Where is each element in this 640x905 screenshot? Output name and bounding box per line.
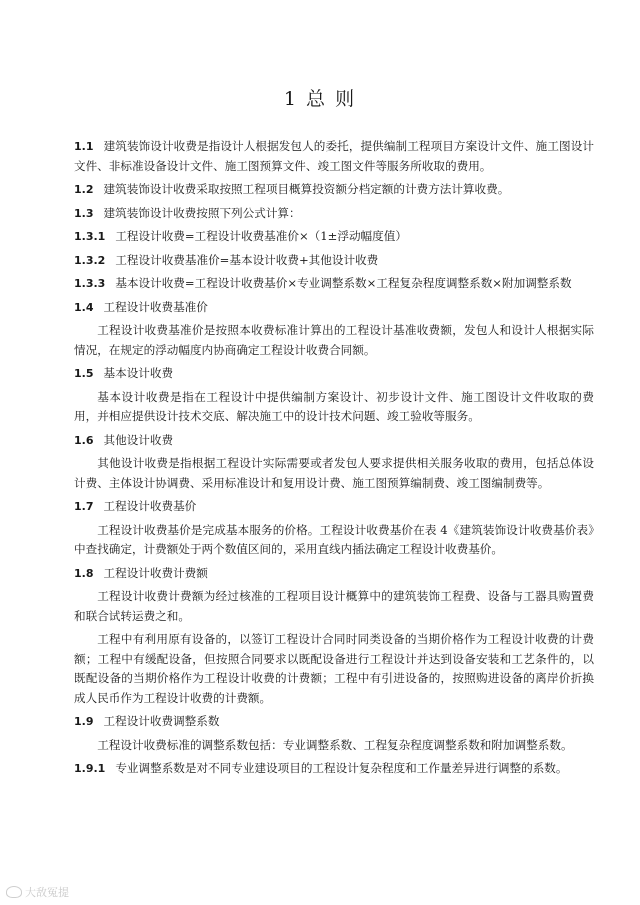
clause-1-7-body: 工程设计收费基价是完成基本服务的价格。工程设计收费基价在表 4《建筑装饰设计收费基价表》中查找确定，计费额处于两个数值区间的，采用直线内插法确定工程设计收费基价。: [74, 522, 594, 556]
clause-text: 专业调整系数是对不同专业建设项目的工程设计复杂程度和工作量差异进行调整的系数。: [115, 761, 568, 775]
clause-number: 1.3.2: [74, 253, 106, 267]
clause-1-5-heading: [74, 364, 594, 384]
clause-text: 工程设计收费=工程设计收费基准价×（1±浮动幅度值）: [115, 229, 407, 243]
clause-text: 工程设计收费基准价=基本设计收费+其他设计收费: [115, 252, 379, 267]
watermark-text: 大敌冤提: [25, 886, 69, 899]
watermark: [6, 884, 69, 900]
clause-1-3-1: [74, 227, 594, 247]
clause-text: 工程设计收费调整系数: [103, 714, 220, 728]
clause-1-9-1: [74, 759, 594, 779]
clause-1-4-body: 工程设计收费基准价是按照本收费标准计算出的工程设计基准收费额，发包人和设计人根据实际情况，在规定的浮动幅度内协商确定工程设计收费合同额。: [74, 323, 594, 357]
clause-1-3-2: [74, 251, 594, 271]
clause-text: 基本设计收费: [103, 366, 174, 380]
clause-number: 1.3.1: [74, 230, 106, 243]
clause-number: 1.3: [74, 206, 94, 220]
clause-number: 1.9: [74, 715, 94, 728]
clause-1-9-heading: [74, 712, 594, 732]
clause-1-6-heading: [74, 431, 594, 451]
clause-number: 1.6: [74, 433, 94, 447]
clause-number: 1.2: [74, 183, 94, 196]
clause-1-5-body: 基本设计收费是指在工程设计中提供编制方案设计、初步设计文件、施工图设计文件收取的费用，并相应提供设计技术交底、解决施工中的设计技术问题、竣工验收等服务。: [74, 389, 594, 423]
clause-number: 1.8: [74, 566, 94, 580]
clause-text: 工程设计收费计费额: [103, 565, 208, 580]
weibo-logo-icon: [6, 886, 22, 898]
clause-text: 基本设计收费=工程设计收费基价×专业调整系数×工程复杂程度调整系数×附加调整系数: [115, 276, 572, 290]
clause-1-8-body-2: 工程中有利用原有设备的，以签订工程设计合同时同类设备的当期价格作为工程设计收费的计费额；工程中有缓配设备，但按照合同要求以既配设备进行工程设计并达到设备安装和工艺条件的，以既配设备的当期价格作为工程设计收费的计费额；工程中有引进设备的，按照购进设备的离岸价折换成人民币作为工程设计收费的计费额。: [74, 632, 594, 705]
clause-1-2: [74, 180, 594, 200]
clause-number: 1.4: [74, 300, 94, 314]
clause-text: 建筑装饰设计收费是指设计人根据发包人的委托，提供编制工程项目方案设计文件、施工图设计文件、非标准设备设计文件、施工图预算文件、竣工图文件等服务所收取的费用。: [74, 139, 594, 173]
clause-1-1: [74, 137, 594, 176]
clause-1-8-heading: [74, 564, 594, 584]
clause-text: 工程设计收费基准价: [103, 299, 208, 314]
clause-text: 工程设计收费基价: [103, 499, 197, 513]
clause-text: 建筑装饰设计收费按照下列公式计算：: [103, 205, 301, 220]
clause-1-7-heading: [74, 497, 594, 517]
clause-number: 1.9.1: [74, 762, 106, 775]
clause-text: 建筑装饰设计收费采取按照工程项目概算投资额分档定额的计费方法计算收费。: [103, 182, 510, 196]
clause-1-3-3: [74, 274, 594, 294]
clause-1-4-heading: [74, 298, 594, 318]
clause-text: 其他设计收费: [103, 432, 174, 447]
document-body: [74, 137, 594, 783]
clause-1-6-body: 其他设计收费是指根据工程设计实际需要或者发包人要求提供相关服务收取的费用，包括总体设计费、主体设计协调费、采用标准设计和复用设计费、施工图预算编制费、竣工图编制费等。: [74, 456, 594, 490]
clause-number: 1.1: [74, 140, 94, 153]
clause-number: 1.7: [74, 500, 94, 513]
clause-number: 1.3.3: [74, 277, 106, 290]
clause-1-3: [74, 204, 594, 224]
clause-number: 1.5: [74, 367, 94, 380]
clause-1-9-body: 工程设计收费标准的调整系数包括：专业调整系数、工程复杂程度调整系数和附加调整系数。: [97, 737, 573, 752]
clause-1-8-body-1: 工程设计收费计费额为经过核准的工程项目设计概算中的建筑装饰工程费、设备与工器具购置费和联合试转运费之和。: [74, 589, 594, 623]
page-title: 1 总 则: [283, 88, 357, 110]
